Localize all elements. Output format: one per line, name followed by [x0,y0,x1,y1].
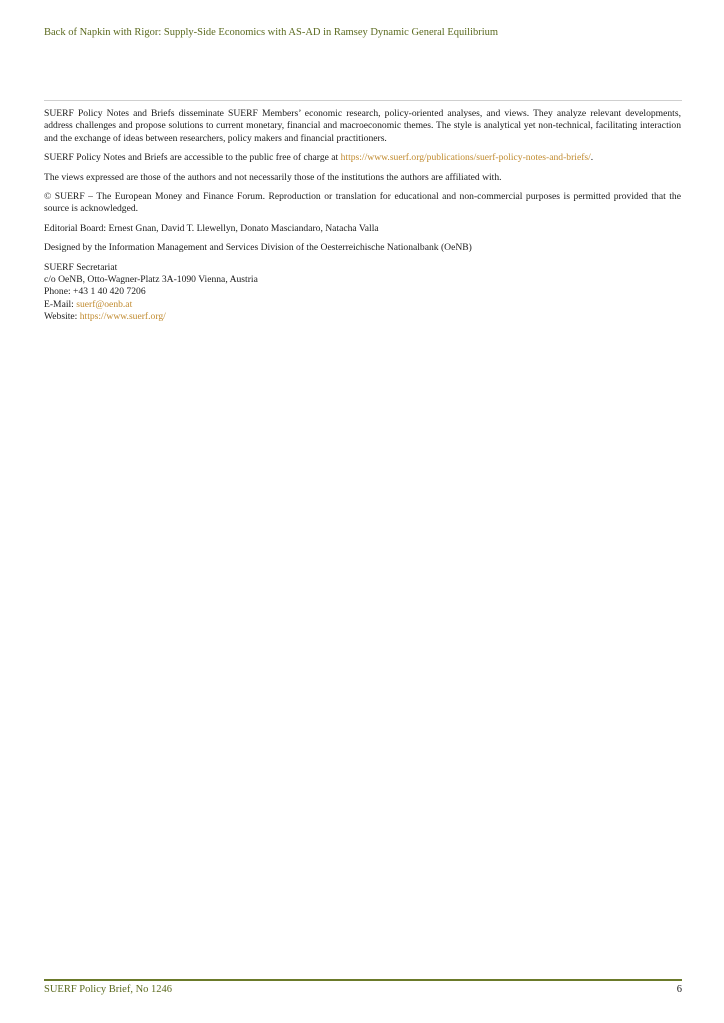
page-number: 6 [676,984,682,995]
access-text: SUERF Policy Notes and Briefs are accessible to the public free of charge at [44,152,341,164]
publications-link[interactable]: https://www.suerf.org/publications/suerf-policy-notes-and-briefs/ [340,152,591,164]
disclaimer-paragraph: The views expressed are those of the authors and not necessarily those of the institutions the authors are affiliated with. [44,171,502,183]
website-line [44,311,681,323]
website-link[interactable]: https://www.suerf.org/ [79,311,166,323]
access-paragraph [44,152,681,164]
designed-by: Designed by the Information Management and Services Division of the Oesterreichische Nationalbank (OeNB) [44,242,472,254]
editorial-board: Editorial Board: Ernest Gnan, David T. Llewellyn, Donato Masciandaro, Natacha Valla [44,222,379,234]
header-divider [44,100,682,101]
address-block [44,262,681,324]
phone-number: Phone: +43 1 40 420 7206 [44,286,146,298]
about-paragraph: SUERF Policy Notes and Briefs disseminate SUERF Members’ economic research, policy-oriented analyses, and views. They analyze relevant developments, address challenges and propose solutions to current monetary, financial and macroeconomic themes. The style is analytical yet non-technical, facilitating interaction and the exchange of ideas between researchers, policy makers and financial practitioners. [44,108,681,144]
footer-divider [44,979,682,981]
access-period: . [590,152,594,164]
website-label: Website: [44,311,80,323]
page-content [44,108,681,331]
postal-address: c/o OeNB, Otto-Wagner-Platz 3A-1090 Vienna, Austria [44,274,258,286]
email-line [44,299,681,311]
secretariat-name: SUERF Secretariat [44,261,118,273]
copyright-paragraph: © SUERF – The European Money and Finance Forum. Reproduction or translation for educational and non-commercial purposes is permitted provided that the source is acknowledged. [44,191,681,215]
email-label: E-Mail: [44,298,77,310]
footer-publication: SUERF Policy Brief, No 1246 [44,984,173,995]
running-header: Back of Napkin with Rigor: Supply-Side Economics with AS-AD in Ramsey Dynamic General Equilibrium [44,27,499,38]
email-link[interactable]: suerf@oenb.at [76,298,133,310]
